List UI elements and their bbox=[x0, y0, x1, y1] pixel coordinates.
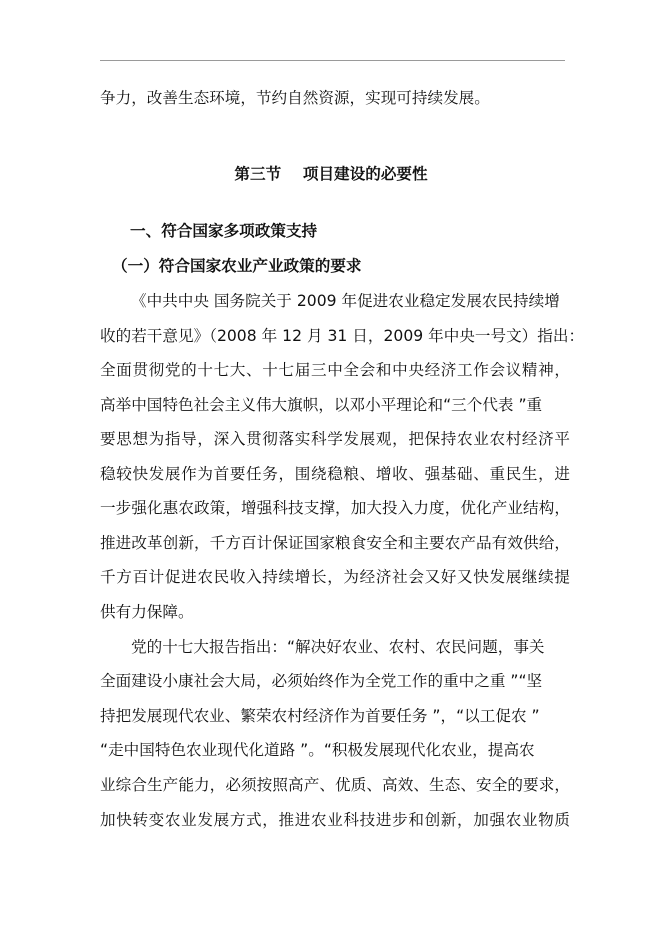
heading-level-2: （一）符合国家农业产业政策的要求 bbox=[112, 257, 362, 275]
paragraph-1-line: 推进改革创新，千方百计保证国家粮食安全和主要农产品有效供给， bbox=[100, 534, 570, 552]
paragraph-2-line: 持把发展现代农业、繁荣农村经济作为首要任务 ”，“以工促农 ” bbox=[100, 707, 540, 725]
paragraph-1-line: 《中共中央 国务院关于 2009 年促进农业稳定发展农民持续增 bbox=[131, 292, 560, 310]
heading-level-1: 一、符合国家多项政策支持 bbox=[130, 222, 318, 240]
paragraph-1-line: 全面贯彻党的十七大、十七届三中全会和中央经济工作会议精神， bbox=[100, 361, 570, 379]
paragraph-2-line: “走中国特色农业现代化道路 ”。“积极发展现代化农业，提高农 bbox=[100, 741, 535, 759]
paragraph-2-line: 党的十七大报告指出：“解决好农业、农村、农民问题，事关 bbox=[131, 638, 545, 656]
paragraph-2-line: 加快转变农业发展方式，推进农业科技进步和创新，加强农业物质 bbox=[100, 811, 570, 829]
header-rule bbox=[100, 60, 565, 61]
paragraph-1-line: 稳较快发展作为首要任务，围绕稳粮、增收、强基础、重民生，进 bbox=[100, 465, 570, 483]
paragraph-1-line: 收的若干意见》（2008 年 12 月 31 日，2009 年中央一号文）指出： bbox=[100, 327, 585, 345]
paragraph-1-line: 一步强化惠农政策，增强科技支撑，加大投入力度，优化产业结构， bbox=[100, 499, 570, 517]
section-title: 第三节 项目建设的必要性 bbox=[234, 165, 428, 183]
paragraph-1-line: 供有力保障。 bbox=[100, 603, 194, 621]
paragraph-1-line: 要思想为指导，深入贯彻落实科学发展观，把保持农业农村经济平 bbox=[100, 430, 570, 448]
paragraph-2-line: 全面建设小康社会大局，必须始终作为全党工作的重中之重 ”“坚 bbox=[100, 672, 543, 690]
paragraph-1-line: 千方百计促进农民收入持续增长，为经济社会又好又快发展继续提 bbox=[100, 568, 570, 586]
paragraph-1-line: 高举中国特色社会主义伟大旗帜，以邓小平理论和“三个代表 ”重 bbox=[100, 396, 543, 414]
opening-line: 争力，改善生态环境，节约自然资源，实现可持续发展。 bbox=[100, 89, 490, 107]
paragraph-2-line: 业综合生产能力，必须按照高产、优质、高效、生态、安全的要求， bbox=[100, 776, 570, 794]
